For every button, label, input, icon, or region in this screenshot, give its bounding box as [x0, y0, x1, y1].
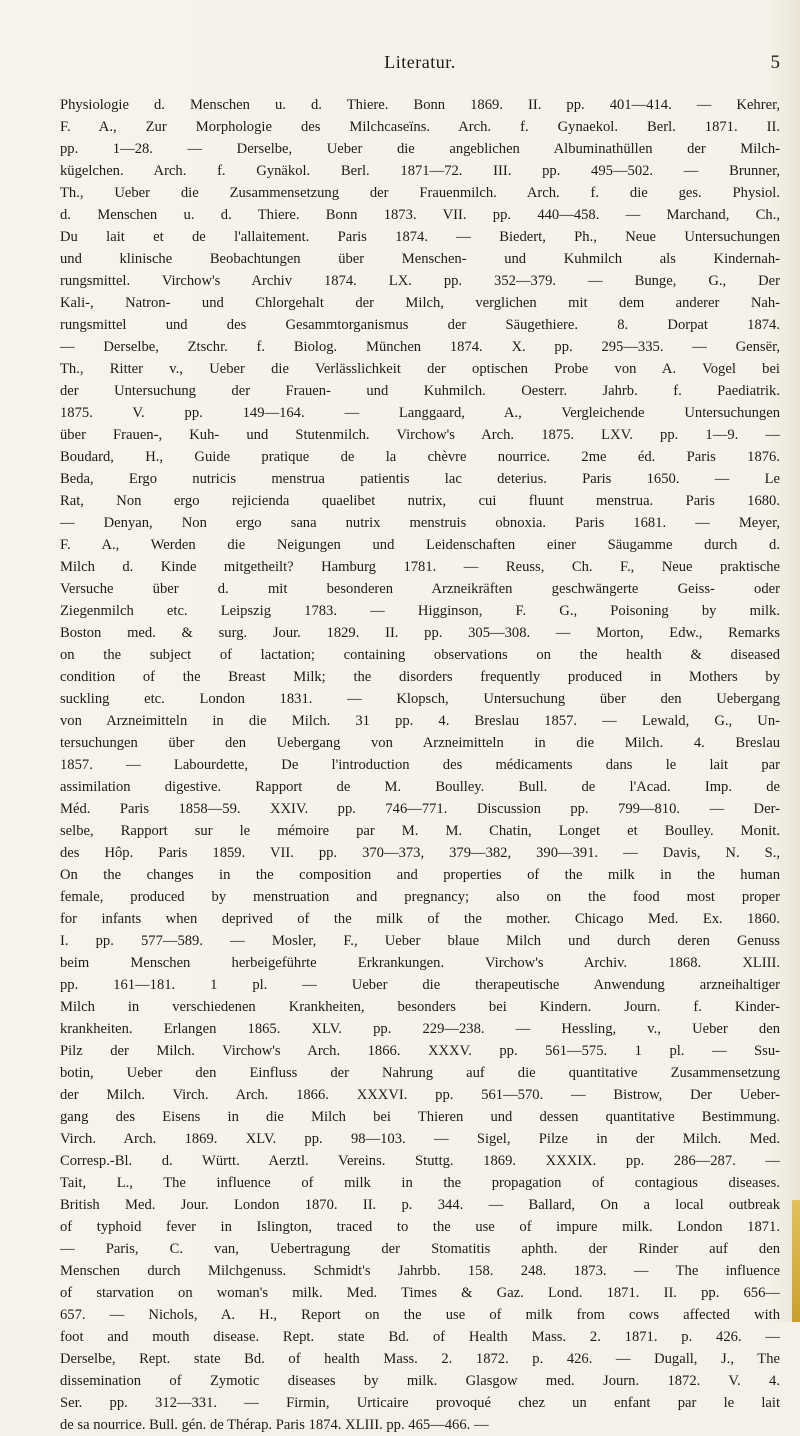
page-header [60, 52, 780, 78]
text-line: Derselbe, Rept. state Bd. of health Mass. 2. 1872. p. 426. — Dugall, J., The [60, 1351, 780, 1367]
text-line: der Milch. Virch. Arch. 1866. XXXVI. pp. 561—570. — Bistrow, Der Ueber- [60, 1087, 780, 1103]
text-line: 1875. V. pp. 149—164. — Langgaard, A., Vergleichende Untersuchungen [60, 405, 780, 421]
text-line: dissemination of Zymotic diseases by milk. Glasgow med. Journ. 1872. V. 4. [60, 1373, 780, 1389]
text-line: Menschen durch Milchgenuss. Schmidt's Jahrbb. 158. 248. 1873. — The influence [60, 1263, 780, 1279]
text-line: des Hôp. Paris 1859. VII. pp. 370—373, 379—382, 390—391. — Davis, N. S., [60, 845, 780, 861]
text-line: Physiologie d. Menschen u. d. Thiere. Bonn 1869. II. pp. 401—414. — Kehrer, [60, 97, 780, 113]
text-line: female, produced by menstruation and pregnancy; also on the food most proper [60, 889, 780, 905]
text-line: gang des Eisens in die Milch bei Thieren und dessen quantitative Bestimmung. [60, 1109, 780, 1125]
text-line: botin, Ueber den Einfluss der Nahrung auf die quantitative Zusammensetzung [60, 1065, 780, 1081]
text-line: condition of the Breast Milk; the disorders frequently produced in Mothers by [60, 669, 780, 685]
text-line: I. pp. 577—589. — Mosler, F., Ueber blaue Milch und durch deren Genuss [60, 933, 780, 949]
text-line: selbe, Rapport sur le mémoire par M. M. Chatin, Longet et Boulley. Monit. [60, 823, 780, 839]
text-line: pp. 161—181. 1 pl. — Ueber die therapeutische Anwendung arzneihaltiger [60, 977, 780, 993]
text-line: Ziegenmilch etc. Leipszig 1783. — Higginson, F. G., Poisoning by milk. [60, 603, 780, 619]
text-line: der Untersuchung der Frauen- und Kuhmilch. Oesterr. Jahrb. f. Paediatrik. [60, 383, 780, 399]
text-line: tersuchungen über den Uebergang von Arzneimitteln in die Milch. 4. Breslau [60, 735, 780, 751]
text-line: Th., Ueber die Zusammensetzung der Frauenmilch. Arch. f. die ges. Physiol. [60, 185, 780, 201]
text-line: Ser. pp. 312—331. — Firmin, Urticaire provoqué chez un enfant par le lait [60, 1395, 780, 1411]
text-line: Versuche über d. mit besonderen Arzneikräften geschwängerte Geiss- oder [60, 581, 780, 597]
text-line: on the subject of lactation; containing observations on the health & diseased [60, 647, 780, 663]
text-line: kügelchen. Arch. f. Gynäkol. Berl. 1871—72. III. pp. 495—502. — Brunner, [60, 163, 780, 179]
text-line: On the changes in the composition and properties of the milk in the human [60, 867, 780, 883]
text-line: Boudard, H., Guide pratique de la chèvre nourrice. 2me éd. Paris 1876. [60, 449, 780, 465]
text-line: F. A., Zur Morphologie des Milchcaseïns. Arch. f. Gynaekol. Berl. 1871. II. [60, 119, 780, 135]
text-line: de sa nourrice. Bull. gén. de Thérap. Paris 1874. XLIII. pp. 465—466. — [60, 1417, 489, 1433]
text-line: British Med. Jour. London 1870. II. p. 344. — Ballard, On a local outbreak [60, 1197, 780, 1213]
text-line: F. A., Werden die Neigungen und Leidenschaften einer Säugamme durch d. [60, 537, 780, 553]
text-line: d. Menschen u. d. Thiere. Bonn 1873. VII. pp. 440—458. — Marchand, Ch., [60, 207, 780, 223]
text-line: rungsmittel. Virchow's Archiv 1874. LX. pp. 352—379. — Bunge, G., Der [60, 273, 780, 289]
bibliography-text [60, 94, 780, 1436]
text-line: 1857. — Labourdette, De l'introduction des médicaments dans le lait par [60, 757, 780, 773]
page-edge-tab [792, 1200, 800, 1322]
text-line: — Derselbe, Ztschr. f. Biolog. München 1874. X. pp. 295—335. — Gensër, [60, 339, 780, 355]
text-line: Méd. Paris 1858—59. XXIV. pp. 746—771. Discussion pp. 799—810. — Der- [60, 801, 780, 817]
text-line: Th., Ritter v., Ueber die Verlässlichkeit der optischen Probe von A. Vogel bei [60, 361, 780, 377]
text-line: Boston med. & surg. Jour. 1829. II. pp. 305—308. — Morton, Edw., Remarks [60, 625, 780, 641]
text-line: assimilation digestive. Rapport de M. Boulley. Bull. de l'Acad. Imp. de [60, 779, 780, 795]
text-line: Rat, Non ergo rejicienda quaelibet nutrix, cui fluunt menstrua. Paris 1680. [60, 493, 780, 509]
text-line: Milch d. Kinde mitgetheilt? Hamburg 1781. — Reuss, Ch. F., Neue praktische [60, 559, 780, 575]
text-line: Milch in verschiedenen Krankheiten, besonders bei Kindern. Journ. f. Kinder- [60, 999, 780, 1015]
text-line: über Frauen-, Kuh- und Stutenmilch. Virchow's Arch. 1875. LXV. pp. 1—9. — [60, 427, 780, 443]
text-line: — Denyan, Non ergo sana nutrix menstruis obnoxia. Paris 1681. — Meyer, [60, 515, 780, 531]
page-number: 5 [770, 52, 780, 73]
text-line: krankheiten. Erlangen 1865. XLV. pp. 229—238. — Hessling, v., Ueber den [60, 1021, 780, 1037]
running-head: Literatur. [384, 52, 456, 72]
text-line: Virch. Arch. 1869. XLV. pp. 98—103. — Sigel, Pilze in der Milch. Med. [60, 1131, 780, 1147]
text-line: for infants when deprived of the milk of the mother. Chicago Med. Ex. 1860. [60, 911, 780, 927]
text-line: foot and mouth disease. Rept. state Bd. of Health Mass. 2. 1871. p. 426. — [60, 1329, 780, 1345]
text-line: of starvation on woman's milk. Med. Times & Gaz. Lond. 1871. II. pp. 656— [60, 1285, 780, 1301]
text-line: von Arzneimitteln in die Milch. 31 pp. 4. Breslau 1857. — Lewald, G., Un- [60, 713, 780, 729]
text-line: und klinische Beobachtungen über Menschen- und Kuhmilch als Kindernah- [60, 251, 780, 267]
text-line: Corresp.-Bl. d. Württ. Aerztl. Vereins. Stuttg. 1869. XXXIX. pp. 286—287. — [60, 1153, 780, 1169]
text-line: pp. 1—28. — Derselbe, Ueber die angeblichen Albuminathüllen der Milch- [60, 141, 780, 157]
text-line: Pilz der Milch. Virchow's Arch. 1866. XXXV. pp. 561—575. 1 pl. — Ssu- [60, 1043, 780, 1059]
text-line: of typhoid fever in Islington, traced to the use of impure milk. London 1871. [60, 1219, 780, 1235]
text-line: Du lait et de l'allaitement. Paris 1874. — Biedert, Ph., Neue Untersuchungen [60, 229, 780, 245]
text-line: rungsmittel und des Gesammtorganismus der Säugethiere. 8. Dorpat 1874. [60, 317, 780, 333]
text-line: Beda, Ergo nutricis menstrua patientis lac deterius. Paris 1650. — Le [60, 471, 780, 487]
text-line: beim Menschen herbeigeführte Erkrankungen. Virchow's Archiv. 1868. XLIII. [60, 955, 780, 971]
text-line: 657. — Nichols, A. H., Report on the use of milk from cows affected with [60, 1307, 780, 1323]
text-line: suckling etc. London 1831. — Klopsch, Untersuchung über den Uebergang [60, 691, 780, 707]
text-line: Tait, L., The influence of milk in the propagation of contagious diseases. [60, 1175, 780, 1191]
text-line: Kali-, Natron- und Chlorgehalt der Milch, verglichen mit dem anderer Nah- [60, 295, 780, 311]
text-line: — Paris, C. van, Uebertragung der Stomatitis aphth. der Rinder auf den [60, 1241, 780, 1257]
